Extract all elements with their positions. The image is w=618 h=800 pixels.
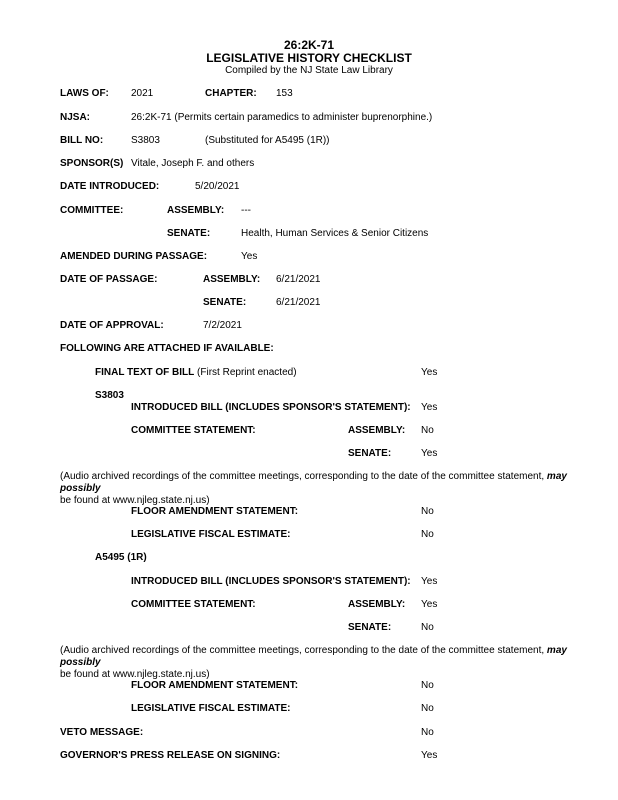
veto-value: No [421, 727, 434, 738]
veto-label: VETO MESSAGE: [60, 727, 144, 738]
a-bill-number: A5495 (1R) [95, 552, 147, 563]
final-text-row [95, 367, 297, 379]
s-floor-label: FLOOR AMENDMENT STATEMENT: [131, 506, 299, 517]
s-floor-value: No [421, 506, 434, 517]
amended-label: AMENDED DURING PASSAGE: [60, 251, 208, 262]
passage-senate-label: SENATE: [203, 297, 247, 308]
document-title: LEGISLATIVE HISTORY CHECKLIST [206, 51, 412, 65]
bill-no-label: BILL NO: [60, 135, 104, 146]
s-audio-note: (Audio archived recordings of the committee meetings, corresponding to the date of the committee statement, may possibly be found at www.njleg.state.nj.us) [60, 471, 567, 506]
s-bill-number: S3803 [95, 390, 124, 401]
a-audio-note: (Audio archived recordings of the committee meetings, corresponding to the date of the committee statement, may possibly be found at www.njleg.state.nj.us) [60, 645, 567, 680]
approval-value: 7/2/2021 [203, 320, 242, 331]
committee-senate-label: SENATE: [167, 228, 211, 239]
sponsors-value: Vitale, Joseph F. and others [131, 158, 255, 169]
s-committee-assembly-value: No [421, 425, 434, 436]
passage-senate-value: 6/21/2021 [276, 297, 321, 308]
chapter-label: CHAPTER: [205, 88, 257, 99]
s-committee-senate-value: Yes [421, 448, 438, 459]
laws-of-value: 2021 [131, 88, 154, 99]
committee-assembly-label: ASSEMBLY: [167, 205, 225, 216]
a-committee-assembly-label: ASSEMBLY: [348, 599, 406, 610]
bill-substituted: (Substituted for A5495 (1R)) [205, 135, 330, 146]
a-committee-senate-value: No [421, 622, 434, 633]
njsa-value: 26:2K-71 (Permits certain paramedics to administer buprenorphine.) [131, 112, 433, 123]
compiled-by: Compiled by the NJ State Law Library [225, 65, 393, 76]
njsa-label: NJSA: [60, 112, 91, 123]
a-committee-senate-label: SENATE: [348, 622, 392, 633]
chapter-value: 153 [276, 88, 293, 99]
a-introduced-label: INTRODUCED BILL (INCLUDES SPONSOR'S STATEMENT): [131, 576, 411, 587]
s-fiscal-label: LEGISLATIVE FISCAL ESTIMATE: [131, 529, 291, 540]
committee-senate-value: Health, Human Services & Senior Citizens [241, 228, 429, 239]
a-introduced-value: Yes [421, 576, 438, 587]
laws-of-label: LAWS OF: [60, 88, 109, 99]
final-text-value: Yes [421, 367, 438, 378]
s-committee-assembly-label: ASSEMBLY: [348, 425, 406, 436]
bill-no-value: S3803 [131, 135, 160, 146]
passage-assembly-label: ASSEMBLY: [203, 274, 261, 285]
final-text-label: FINAL TEXT OF BILL [95, 367, 195, 378]
committee-label: COMMITTEE: [60, 205, 124, 216]
sponsors-label: SPONSOR(S) [60, 158, 124, 169]
amended-value: Yes [241, 251, 258, 262]
passage-assembly-value: 6/21/2021 [276, 274, 321, 285]
attached-heading: FOLLOWING ARE ATTACHED IF AVAILABLE: [60, 343, 274, 354]
final-text-note: (First Reprint enacted) [197, 367, 297, 378]
press-release-value: Yes [421, 750, 438, 761]
s-fiscal-value: No [421, 529, 434, 540]
s-introduced-value: Yes [421, 402, 438, 413]
a-floor-label: FLOOR AMENDMENT STATEMENT: [131, 680, 299, 691]
s-committee-senate-label: SENATE: [348, 448, 392, 459]
date-introduced-label: DATE INTRODUCED: [60, 181, 160, 192]
s-introduced-label: INTRODUCED BILL (INCLUDES SPONSOR'S STATEMENT): [131, 402, 411, 413]
date-introduced-value: 5/20/2021 [195, 181, 240, 192]
a-fiscal-label: LEGISLATIVE FISCAL ESTIMATE: [131, 703, 291, 714]
a-committee-assembly-value: Yes [421, 599, 438, 610]
a-committee-label: COMMITTEE STATEMENT: [131, 599, 256, 610]
approval-label: DATE OF APPROVAL: [60, 320, 164, 331]
document-code: 26:2K-71 [283, 38, 335, 52]
a-floor-value: No [421, 680, 434, 691]
passage-label: DATE OF PASSAGE: [60, 274, 158, 285]
press-release-label: GOVERNOR'S PRESS RELEASE ON SIGNING: [60, 750, 281, 761]
a-fiscal-value: No [421, 703, 434, 714]
committee-assembly-value: --- [241, 205, 251, 216]
s-committee-label: COMMITTEE STATEMENT: [131, 425, 256, 436]
